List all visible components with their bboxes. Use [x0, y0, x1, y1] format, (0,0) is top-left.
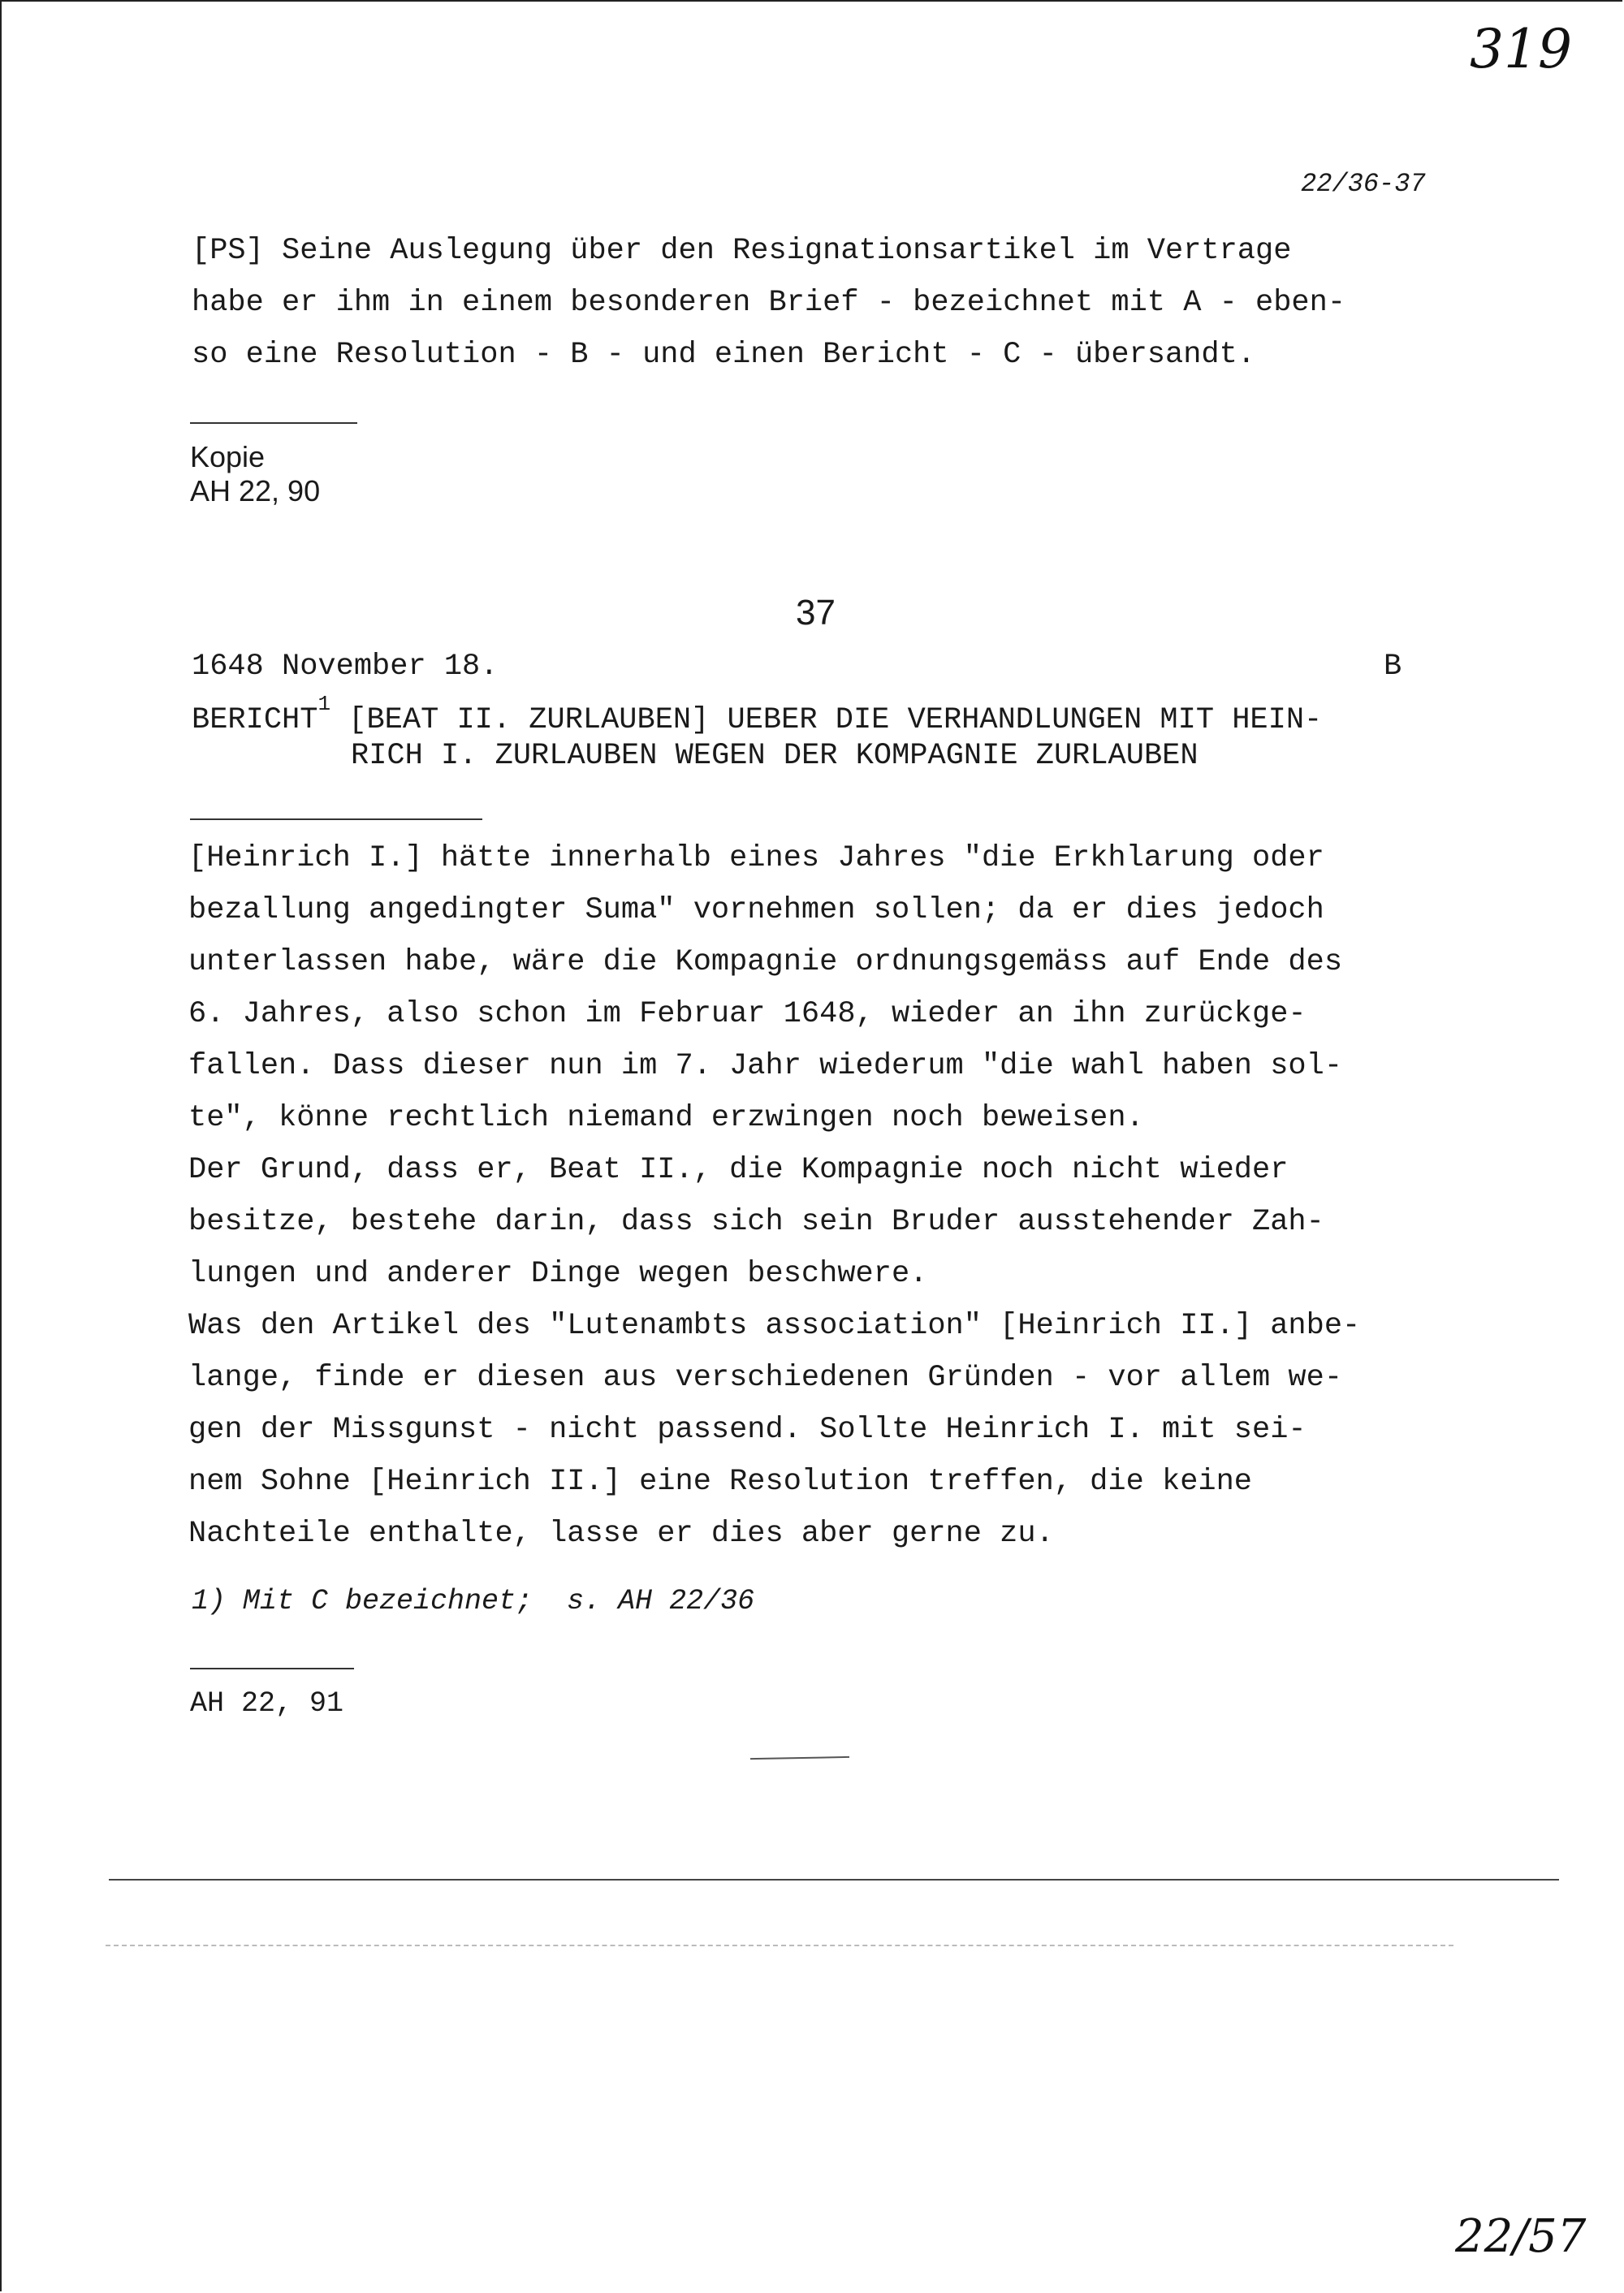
body-line: Nachteile enthalte, lasse er dies aber gerne zu. — [188, 1517, 1054, 1551]
source-reference-2: AH 22, 91 — [190, 1687, 344, 1720]
heading-rest: [BEAT II. ZURLAUBEN] UEBER DIE VERHANDLUNGEN MIT HEIN- — [330, 703, 1323, 737]
long-dash-line — [109, 1879, 1559, 1881]
source-label: Kopie — [190, 440, 266, 473]
faint-dotted-line — [106, 1945, 1453, 1946]
body-line: te", könne rechtlich niemand erzwingen noch beweisen. — [188, 1101, 1144, 1135]
separator-rule — [190, 422, 357, 424]
heading-rule — [190, 818, 482, 820]
body-line: unterlassen habe, wäre die Kompagnie ordnungsgemäss auf Ende des — [188, 945, 1343, 979]
heading-word: BERICHT — [192, 703, 318, 737]
body-line: lange, finde er diesen aus verschiedenen Gründen - vor allem we- — [188, 1361, 1343, 1395]
body-line: fallen. Dass dieser nun im 7. Jahr wiederum "die wahl haben sol- — [188, 1049, 1343, 1083]
heading-footnote-mark: 1 — [317, 692, 331, 716]
ps-line: habe er ihm in einem besonderen Brief - bezeichnet mit A - eben- — [192, 286, 1346, 320]
reference-top-right: 22/36-37 — [1301, 169, 1426, 199]
body-line: [Heinrich I.] hätte innerhalb eines Jahres "die Erkhlarung oder — [188, 841, 1324, 875]
body-line: Was den Artikel des "Lutenambts association" [Heinrich II.] anbe- — [188, 1309, 1361, 1343]
ps-line: [PS] Seine Auslegung über den Resignationsartikel im Vertrage — [192, 234, 1292, 268]
body-line: 6. Jahres, also schon im Februar 1648, wieder an ihn zurückge- — [188, 997, 1307, 1031]
source-reference: AH 22, 90 — [190, 474, 321, 507]
handwritten-archive-number: 22/57 — [1455, 2210, 1587, 2263]
body-line: nem Sohne [Heinrich II.] eine Resolution treffen, die keine — [188, 1465, 1253, 1499]
footnote-rule — [190, 1668, 354, 1669]
document-heading-line1 — [192, 692, 1323, 737]
body-line: bezallung angedingter Suma" vornehmen sollen; da er dies jedoch — [188, 893, 1324, 927]
body-line: besitze, bestehe darin, dass sich sein Bruder ausstehender Zah- — [188, 1205, 1324, 1239]
body-line: gen der Missgunst - nicht passend. Sollte Heinrich I. mit sei- — [188, 1413, 1307, 1447]
handwritten-page-number: 319 — [1470, 18, 1572, 80]
footnote: 1) Mit C bezeichnet; s. AH 22/36 — [192, 1585, 755, 1617]
ps-line: so eine Resolution - B - und einen Bericht - C - übersandt. — [192, 338, 1256, 372]
document-number: 37 — [796, 593, 836, 633]
document-heading-line2: RICH I. ZURLAUBEN WEGEN DER KOMPAGNIE ZURLAUBEN — [351, 739, 1199, 773]
date-line: 1648 November 18. — [192, 650, 499, 684]
body-line: lungen und anderer Dinge wegen beschwere. — [188, 1257, 928, 1291]
body-line: Der Grund, dass er, Beat II., die Kompagnie noch nicht wieder — [188, 1153, 1289, 1187]
date-mark: B — [1384, 650, 1402, 684]
